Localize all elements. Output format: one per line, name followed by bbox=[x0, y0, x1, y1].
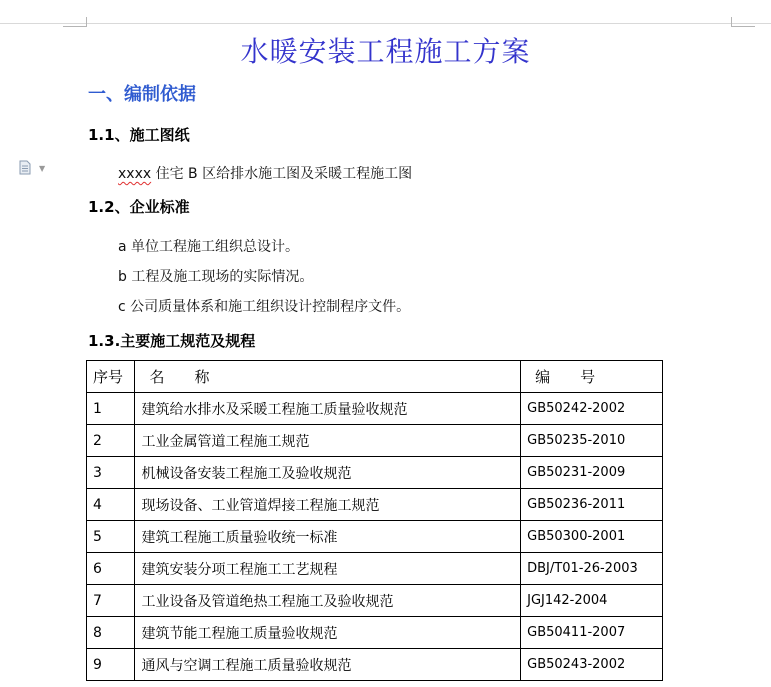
row-no: 1 bbox=[87, 393, 135, 425]
caret-down-icon[interactable]: ▼ bbox=[39, 164, 46, 173]
table-row bbox=[87, 489, 663, 521]
row-no: 8 bbox=[87, 617, 135, 649]
standard-item: c 公司质量体系和施工组织设计控制程序文件。 bbox=[118, 299, 411, 315]
table-row bbox=[87, 425, 663, 457]
row-no: 7 bbox=[87, 585, 135, 617]
table-row bbox=[87, 585, 663, 617]
row-no: 2 bbox=[87, 425, 135, 457]
section-heading-1: 一、编制依据 bbox=[88, 84, 196, 105]
row-name: 现场设备、工业管道焊接工程施工规范 bbox=[135, 489, 521, 521]
page-top-divider bbox=[0, 23, 771, 24]
table-row bbox=[87, 617, 663, 649]
row-no: 6 bbox=[87, 553, 135, 585]
column-header-name: 名 称 bbox=[135, 361, 521, 393]
margin-corner-top-right bbox=[731, 17, 755, 27]
standard-item: b 工程及施工现场的实际情况。 bbox=[118, 269, 314, 285]
row-code: GB50242-2002 bbox=[521, 393, 663, 425]
spellcheck-flagged-word[interactable]: xxxx bbox=[118, 166, 152, 182]
table-header-row bbox=[87, 361, 663, 393]
row-name: 建筑工程施工质量验收统一标准 bbox=[135, 521, 521, 553]
row-no: 3 bbox=[87, 457, 135, 489]
row-code: GB50231-2009 bbox=[521, 457, 663, 489]
table-row bbox=[87, 521, 663, 553]
drawing-reference-paragraph bbox=[118, 163, 412, 183]
column-header-code: 编 号 bbox=[521, 361, 663, 393]
row-name: 建筑给水排水及采暖工程施工质量验收规范 bbox=[135, 393, 521, 425]
document-title: 水暖安装工程施工方案 bbox=[240, 35, 531, 68]
row-no: 9 bbox=[87, 649, 135, 681]
subsection-heading-1-3: 1.3.主要施工规范及规程 bbox=[88, 332, 256, 350]
row-code: GB50243-2002 bbox=[521, 649, 663, 681]
row-name: 机械设备安装工程施工及验收规范 bbox=[135, 457, 521, 489]
standards-table bbox=[86, 360, 663, 681]
row-code: DBJ/T01-26-2003 bbox=[521, 553, 663, 585]
column-header-no: 序号 bbox=[87, 361, 135, 393]
row-name: 工业设备及管道绝热工程施工及验收规范 bbox=[135, 585, 521, 617]
table-row bbox=[87, 649, 663, 681]
row-code: GB50235-2010 bbox=[521, 425, 663, 457]
subsection-heading-1-1: 1.1、施工图纸 bbox=[88, 126, 190, 144]
row-code: GB50236-2011 bbox=[521, 489, 663, 521]
row-name: 建筑节能工程施工质量验收规范 bbox=[135, 617, 521, 649]
row-name: 建筑安装分项工程施工工艺规程 bbox=[135, 553, 521, 585]
row-no: 5 bbox=[87, 521, 135, 553]
row-code: GB50411-2007 bbox=[521, 617, 663, 649]
standard-item: a 单位工程施工组织总设计。 bbox=[118, 239, 300, 255]
table-row bbox=[87, 457, 663, 489]
row-code: JGJ142-2004 bbox=[521, 585, 663, 617]
table-row bbox=[87, 393, 663, 425]
row-no: 4 bbox=[87, 489, 135, 521]
drawing-reference-text: 住宅 B 区给排水施工图及采暖工程施工图 bbox=[151, 166, 413, 182]
margin-corner-top-left bbox=[63, 17, 87, 27]
row-name: 通风与空调工程施工质量验收规范 bbox=[135, 649, 521, 681]
subsection-heading-1-2: 1.2、企业标准 bbox=[88, 198, 190, 216]
row-code: GB50300-2001 bbox=[521, 521, 663, 553]
table-row bbox=[87, 553, 663, 585]
row-name: 工业金属管道工程施工规范 bbox=[135, 425, 521, 457]
document-icon[interactable] bbox=[19, 160, 31, 175]
